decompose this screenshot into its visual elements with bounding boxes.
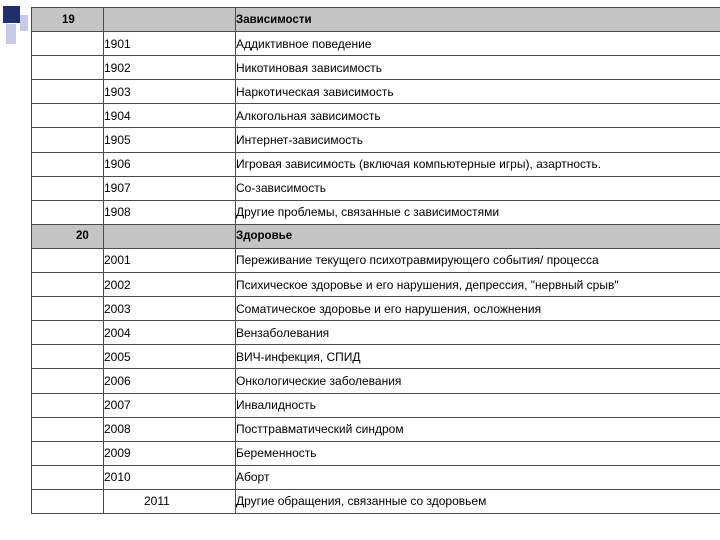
row-label: Никотиновая зависимость xyxy=(236,56,720,80)
row-label: Интернет-зависимость xyxy=(236,128,720,152)
row-label: Посттравматический синдром xyxy=(236,417,720,441)
row-code: 2002 xyxy=(104,273,236,297)
section-title: Здоровье xyxy=(236,224,720,248)
table-row xyxy=(32,489,720,513)
table-row xyxy=(32,104,720,128)
table-row xyxy=(32,369,720,393)
row-code: 1903 xyxy=(104,80,236,104)
table-row xyxy=(32,321,720,345)
row-label: Другие проблемы, связанные с зависимостями xyxy=(236,200,720,224)
table-row xyxy=(32,273,720,297)
row-label: Психическое здоровье и его нарушения, депрессия, "нервный срыв" xyxy=(236,273,720,297)
row-label: Инвалидность xyxy=(236,393,720,417)
table-row xyxy=(32,465,720,489)
table-row xyxy=(32,417,720,441)
row-label: Беременность xyxy=(236,441,720,465)
row-label: ВИЧ-инфекция, СПИД xyxy=(236,345,720,369)
classification-table xyxy=(31,7,720,514)
row-label: Онкологические заболевания xyxy=(236,369,720,393)
row-code: 1905 xyxy=(104,128,236,152)
row-label: Алкогольная зависимость xyxy=(236,104,720,128)
table-row xyxy=(32,152,720,176)
row-label: Наркотическая зависимость xyxy=(236,80,720,104)
row-label: Со-зависимость xyxy=(236,176,720,200)
row-code: 1907 xyxy=(104,176,236,200)
table-row xyxy=(32,297,720,321)
table-row xyxy=(32,176,720,200)
section-number: 19 xyxy=(32,8,104,32)
row-label: Переживание текущего психотравмирующего события/ процесса xyxy=(236,248,720,272)
table-row xyxy=(32,80,720,104)
row-code: 2004 xyxy=(104,321,236,345)
section-header-row xyxy=(32,8,720,32)
section-header-row xyxy=(32,224,720,248)
row-label: Игровая зависимость (включая компьютерные игры), азартность. xyxy=(236,152,720,176)
table-row xyxy=(32,393,720,417)
slide-decoration-bar xyxy=(20,15,28,31)
row-label: Соматическое здоровье и его нарушения, осложнения xyxy=(236,297,720,321)
table-row xyxy=(32,128,720,152)
row-label: Аддиктивное поведение xyxy=(236,32,720,56)
row-code: 1901 xyxy=(104,32,236,56)
slide-bullet-square xyxy=(3,6,20,23)
slide-decoration-bar xyxy=(6,24,16,44)
row-code: 2003 xyxy=(104,297,236,321)
row-code: 2001 xyxy=(104,248,236,272)
row-code: 2010 xyxy=(104,465,236,489)
row-code: 1902 xyxy=(104,56,236,80)
row-code: 2011 xyxy=(104,489,236,513)
row-code: 2009 xyxy=(104,441,236,465)
table-row xyxy=(32,248,720,272)
section-code-cell xyxy=(104,224,236,248)
table-row xyxy=(32,345,720,369)
row-code: 2007 xyxy=(104,393,236,417)
row-code: 1908 xyxy=(104,200,236,224)
row-code: 1904 xyxy=(104,104,236,128)
section-code-cell xyxy=(104,8,236,32)
table-row xyxy=(32,56,720,80)
table-row xyxy=(32,200,720,224)
row-code: 1906 xyxy=(104,152,236,176)
section-number: 20 xyxy=(32,224,104,248)
section-title: Зависимости xyxy=(236,8,720,32)
row-code: 2005 xyxy=(104,345,236,369)
table-row xyxy=(32,32,720,56)
row-label: Вензаболевания xyxy=(236,321,720,345)
row-label: Другие обращения, связанные со здоровьем xyxy=(236,489,720,513)
row-code: 2006 xyxy=(104,369,236,393)
row-code: 2008 xyxy=(104,417,236,441)
table-row xyxy=(32,441,720,465)
row-label: Аборт xyxy=(236,465,720,489)
